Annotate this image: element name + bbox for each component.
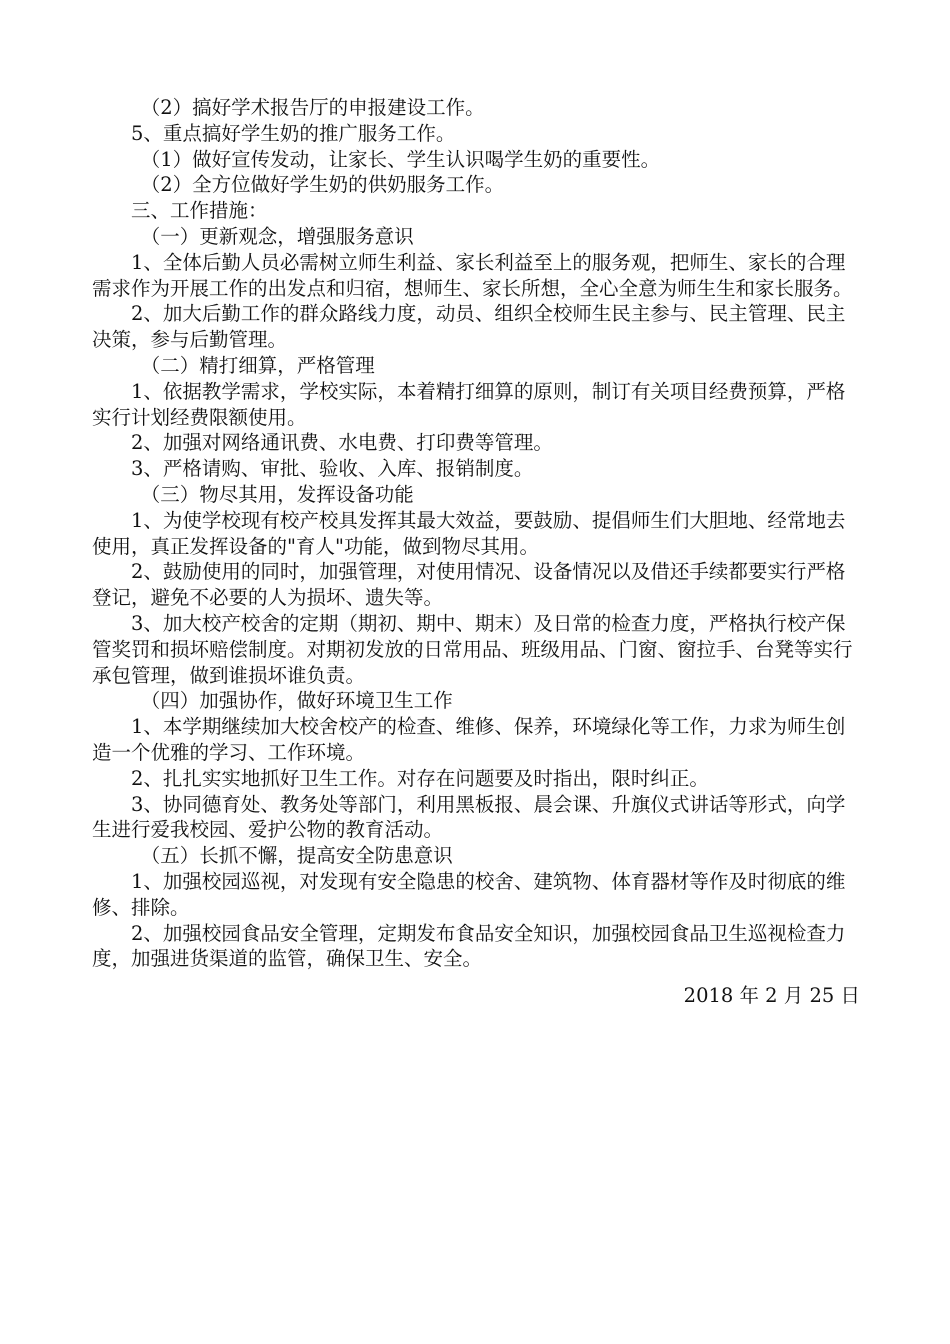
- paragraph: 2、加强校园食品安全管理，定期发布食品安全知识，加强校园食品卫生巡视检查力度，加强进货渠道的监管，确保卫生、安全。: [92, 921, 846, 971]
- paragraph: 2、加大后勤工作的群众路线力度，动员、组织全校师生民主参与、民主管理、民主决策，参与后勤管理。: [92, 302, 846, 352]
- section-heading: 三、工作措施：: [131, 199, 268, 223]
- subsection-heading: （四）加强协作，做好环境卫生工作: [140, 689, 453, 713]
- paragraph: （1）做好宣传发动，让家长、学生认识喝学生奶的重要性。: [140, 147, 661, 171]
- subsection-heading: （五）长抓不懈，提高安全防患意识: [140, 844, 453, 868]
- paragraph: 2、扎扎实实地抓好卫生工作。对存在问题要及时指出，限时纠正。: [131, 766, 709, 790]
- subsection-heading: （一）更新观念，增强服务意识: [140, 224, 414, 248]
- paragraph: 3、严格请购、审批、验收、入库、报销制度。: [131, 457, 534, 481]
- paragraph: 1、本学期继续加大校舍校产的检查、维修、保养，环境绿化等工作，力求为师生创造一个优雅的学习、工作环境。: [92, 715, 846, 764]
- paragraph: 3、协同德育处、教务处等部门，利用黑板报、晨会课、升旗仪式讲话等形式，向学生进行爱我校园、爱护公物的教育活动。: [92, 792, 846, 842]
- paragraph: 3、加大校产校舍的定期（期初、期中、期末）及日常的检查力度，严格执行校产保管奖罚和损坏赔偿制度。对期初发放的日常用品、班级用品、门窗、窗拉手、台凳等实行承包管理，做到谁损坏谁负责。: [92, 611, 853, 687]
- paragraph: 1、依据教学需求，学校实际，本着精打细算的原则，制订有关项目经费预算，严格实行计划经费限额使用。: [92, 379, 846, 429]
- document-date: 2018 年 2 月 25 日: [683, 984, 860, 1007]
- paragraph: 2、加强对网络通讯费、水电费、打印费等管理。: [131, 431, 553, 455]
- document-body: [92, 95, 860, 972]
- paragraph: 2、鼓励使用的同时，加强管理，对使用情况、设备情况以及借还手续都要实行严格登记，避免不必要的人为损坏、遗失等。: [92, 560, 846, 610]
- paragraph: 1、全体后勤人员必需树立师生利益、家长利益至上的服务观，把师生、家长的合理需求作为开展工作的出发点和归宿，想师生、家长所想，全心全意为师生生和家长服务。: [92, 250, 853, 300]
- paragraph: 1、为使学校现有校产校具发挥其最大效益，要鼓励、提倡师生们大胆地、经常地去使用，真正发挥设备的"育人"功能，做到物尽其用。: [92, 508, 846, 558]
- paragraph: 5、重点搞好学生奶的推广服务工作。: [131, 121, 456, 145]
- subsection-heading: （三）物尽其用，发挥设备功能: [140, 482, 414, 506]
- subsection-heading: （二）精打细算，严格管理: [140, 353, 375, 377]
- paragraph: 1、加强校园巡视，对发现有安全隐患的校舍、建筑物、体育器材等作及时彻底的维修、排除。: [92, 869, 846, 919]
- paragraph: （2）全方位做好学生奶的供奶服务工作。: [140, 173, 505, 197]
- paragraph: （2）搞好学术报告厅的申报建设工作。: [140, 96, 485, 119]
